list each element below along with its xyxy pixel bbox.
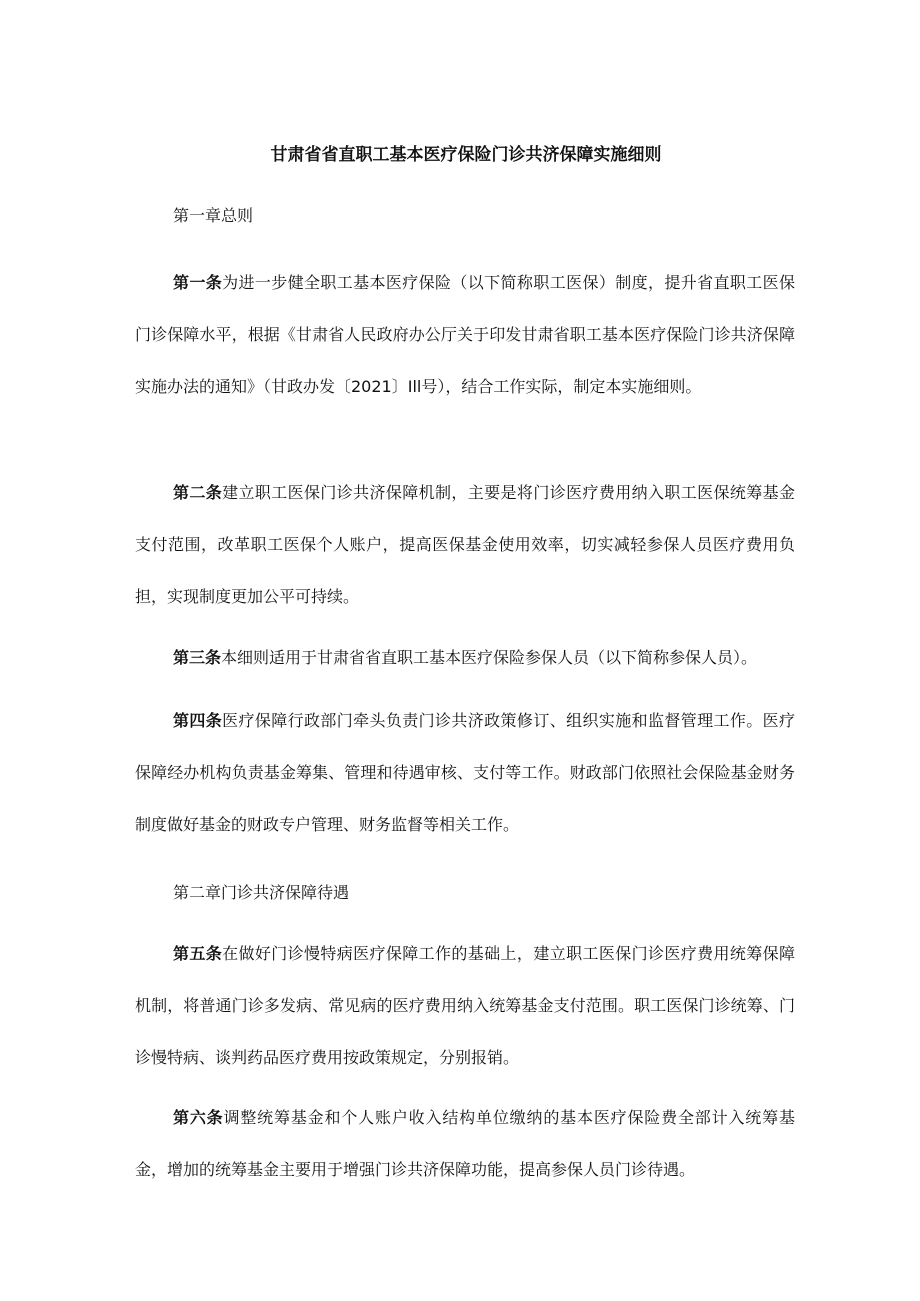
article-6 <box>135 1092 795 1196</box>
article-4-text: 医疗保障行政部门牵头负责门诊共济政策修订、组织实施和监督管理工作。医疗保障经办机构负责基金筹集、管理和待遇审核、支付等工作。财政部门依照社会保险基金财务制度做好基金的财政专户管理、财务监督等相关工作。 <box>135 711 795 834</box>
article-5 <box>135 928 795 1084</box>
article-6-text: 调整统筹基金和个人账户收入结构单位缴纳的基本医疗保险费全部计入统筹基金，增加的统筹基金主要用于增强门诊共济保障功能，提高参保人员门诊待遇。 <box>135 1108 795 1179</box>
article-2-label: 第二条 <box>173 483 223 502</box>
chapter-heading-2: 第二章门诊共济保障待遇 <box>173 883 350 902</box>
article-3-label: 第三条 <box>173 648 222 667</box>
document-title: 甘肃省省直职工基本医疗保险门诊共济保障实施细则 <box>270 145 662 165</box>
article-1-text: 为进一步健全职工基本医疗保险（以下简称职工医保）制度，提升省直职工医保门诊保障水平，根据《甘肃省人民政府办公厅关于印发甘肃省职工基本医疗保险门诊共济保障实施办法的通知》（甘政办发〔2021〕Ill号），结合工作实际，制定本实施细则。 <box>135 273 795 396</box>
article-1-label: 第一条 <box>173 273 223 292</box>
article-2-text: 建立职工医保门诊共济保障机制，主要是将门诊医疗费用纳入职工医保统筹基金支付范围，改革职工医保个人账户，提高医保基金使用效率，切实减轻参保人员医疗费用负担，实现制度更加公平可持续。 <box>135 483 795 606</box>
article-5-text: 在做好门诊慢特病医疗保障工作的基础上，建立职工医保门诊医疗费用统筹保障机制，将普通门诊多发病、常见病的医疗费用纳入统筹基金支付范围。职工医保门诊统筹、门诊慢特病、谈判药品医疗费用按政策规定，分别报销。 <box>135 944 795 1067</box>
article-2 <box>135 467 795 623</box>
article-3-text: 本细则适用于甘肃省省直职工基本医疗保险参保人员（以下简称参保人员）。 <box>221 648 758 667</box>
article-4 <box>135 695 795 851</box>
article-5-label: 第五条 <box>173 944 223 963</box>
chapter-heading-1: 第一章总则 <box>173 206 254 225</box>
article-1 <box>135 257 795 413</box>
article-4-label: 第四条 <box>173 711 223 730</box>
article-6-label: 第六条 <box>173 1108 224 1127</box>
article-3 <box>135 632 795 684</box>
